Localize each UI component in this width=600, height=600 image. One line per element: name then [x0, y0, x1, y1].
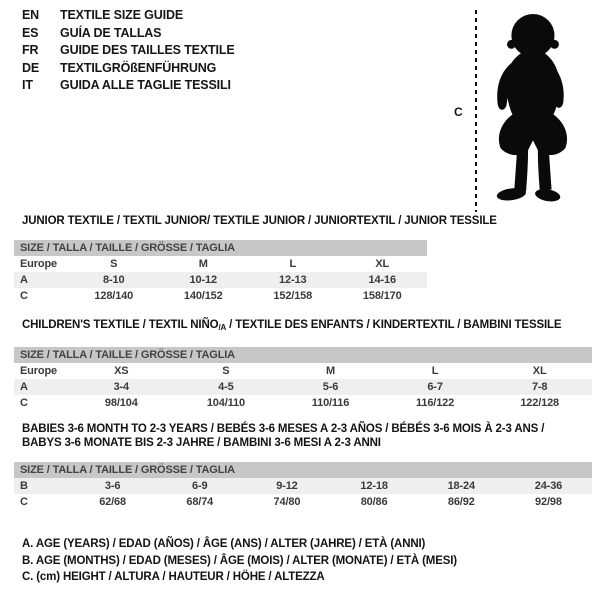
table-cell: 110/116: [311, 397, 350, 409]
table-cell: XS: [114, 365, 129, 377]
table-cell: 98/104: [104, 397, 138, 409]
section-title: [14, 318, 592, 335]
section-junior-textile: [14, 214, 497, 304]
lang-code: IT: [22, 78, 33, 92]
row-label: Europe: [20, 258, 57, 270]
size-header-bar: SIZE / TALLA / TAILLE / GRÖSSE / TAGLIA: [14, 240, 427, 256]
table-row: [14, 395, 592, 411]
table-cell: 12-18: [360, 480, 388, 492]
lang-label: TEXTILE SIZE GUIDE: [60, 8, 184, 22]
table-row: [14, 363, 592, 379]
lang-row-de: [22, 60, 235, 78]
lang-row-fr: [22, 42, 235, 60]
lang-code: DE: [22, 60, 40, 75]
row-label: C: [20, 397, 28, 409]
table-cell: 158/170: [362, 290, 402, 302]
lang-label: GUIDE DES TAILLES TEXTILE: [60, 43, 235, 57]
table-cell: 80/86: [360, 496, 388, 508]
table-cell: 14-16: [368, 274, 396, 286]
lang-label: GUIDA ALLE TAGLIE TESSILI: [60, 78, 231, 92]
footnote-a: A. AGE (YEARS) / EDAD (AÑOS) / ÂGE (ANS) / ALTER (JAHRE) / ETÀ (ANNI): [22, 538, 426, 550]
table-row: [14, 494, 592, 510]
table-row: [14, 478, 592, 494]
table-cell: L: [431, 365, 439, 377]
table-cell: 92/98: [535, 496, 562, 508]
title-suffix: / TEXTILE DES ENFANTS / KINDERTEXTIL / BAMBINI TESSILE: [226, 319, 562, 331]
table-cell: 24-36: [534, 480, 563, 492]
section-title-line2: BABYS 3-6 MONATE BIS 2-3 JAHRE / BAMBINI 3-6 MESI A 2-3 ANNI: [22, 437, 381, 449]
table-cell: 68/74: [186, 496, 214, 508]
table-cell: 18-24: [447, 480, 475, 492]
table-cell: XL: [532, 365, 547, 377]
section-childrens-textile: [14, 318, 592, 411]
table-cell: 3-6: [104, 480, 121, 492]
section-title-line1: BABIES 3-6 MONTH TO 2-3 YEARS / BEBÉS 3-6 MESES A 2-3 AÑOS / BÉBÉS 3-6 MOIS À 2-3 ANS /: [22, 423, 545, 435]
row-label: A: [20, 274, 28, 286]
footnotes: [22, 536, 457, 586]
lang-row-es: [22, 25, 235, 43]
lang-code: EN: [22, 8, 40, 22]
table-cell: 86/92: [447, 496, 475, 508]
table-cell: 152/158: [273, 290, 313, 302]
row-label: A: [20, 381, 28, 393]
lang-code: FR: [22, 43, 39, 57]
row-label: Europe: [20, 365, 57, 377]
lang-label: TEXTILGRÖßENFÜHRUNG: [60, 60, 217, 75]
table-cell: S: [222, 365, 230, 377]
table-cell: 12-13: [279, 274, 307, 286]
table-cell: 104/110: [206, 397, 245, 409]
table-cell: 128/140: [94, 290, 134, 302]
language-header: [22, 7, 235, 95]
table-cell: 74/80: [273, 496, 301, 508]
table-cell: M: [325, 365, 335, 377]
table-cell: S: [110, 258, 118, 270]
height-figure: [450, 5, 598, 217]
title-subscript: /A: [218, 323, 227, 332]
table-cell: 122/128: [520, 397, 560, 409]
table-cell: 8-10: [103, 274, 125, 286]
size-header-bar: SIZE / TALLA / TAILLE / GRÖSSE / TAGLIA: [14, 462, 592, 478]
row-label: B: [20, 480, 28, 492]
row-label: C: [20, 290, 28, 302]
section-title: JUNIOR TEXTILE / TEXTIL JUNIOR/ TEXTILE JUNIOR / JUNIORTEXTIL / JUNIOR TESSILE: [22, 215, 497, 227]
section-babies-textile: [14, 422, 592, 510]
table-cell: 6-9: [192, 480, 208, 492]
table-cell: 140/152: [183, 290, 223, 302]
dashed-height-line: [475, 10, 477, 212]
table-cell: 62/68: [99, 496, 126, 508]
table-cell: 5-6: [322, 381, 339, 393]
table-cell: XL: [375, 258, 390, 270]
table-row: [14, 379, 592, 395]
lang-row-en: [22, 7, 235, 25]
table-cell: 10-12: [189, 274, 217, 286]
table-cell: 3-4: [113, 381, 130, 393]
table-cell: L: [289, 258, 297, 270]
table-row: [14, 272, 427, 288]
table-cell: 6-7: [427, 381, 443, 393]
height-measure-label: C: [454, 105, 463, 119]
table-row: [14, 288, 427, 304]
table-cell: 9-12: [276, 480, 298, 492]
size-header-bar: SIZE / TALLA / TAILLE / GRÖSSE / TAGLIA: [14, 347, 592, 363]
baby-silhouette-icon: [482, 8, 580, 212]
table-cell: 4-5: [218, 381, 234, 393]
footnote-c: C. (cm) HEIGHT / ALTURA / HAUTEUR / HÖHE / ALTEZZA: [22, 571, 325, 583]
row-label: C: [20, 496, 28, 508]
footnote-b: B. AGE (MONTHS) / EDAD (MESES) / ÂGE (MOIS) / ALTER (MONATE) / ETÀ (MESI): [22, 554, 457, 567]
lang-code: ES: [22, 25, 39, 40]
lang-row-it: [22, 77, 235, 95]
table-cell: M: [198, 258, 208, 270]
table-cell: 7-8: [531, 381, 548, 393]
table-row: [14, 256, 427, 272]
table-cell: 116/122: [416, 397, 455, 409]
title-prefix: CHILDREN'S TEXTILE / TEXTIL NIÑO: [22, 319, 219, 331]
lang-label: GUÍA DE TALLAS: [60, 25, 162, 40]
